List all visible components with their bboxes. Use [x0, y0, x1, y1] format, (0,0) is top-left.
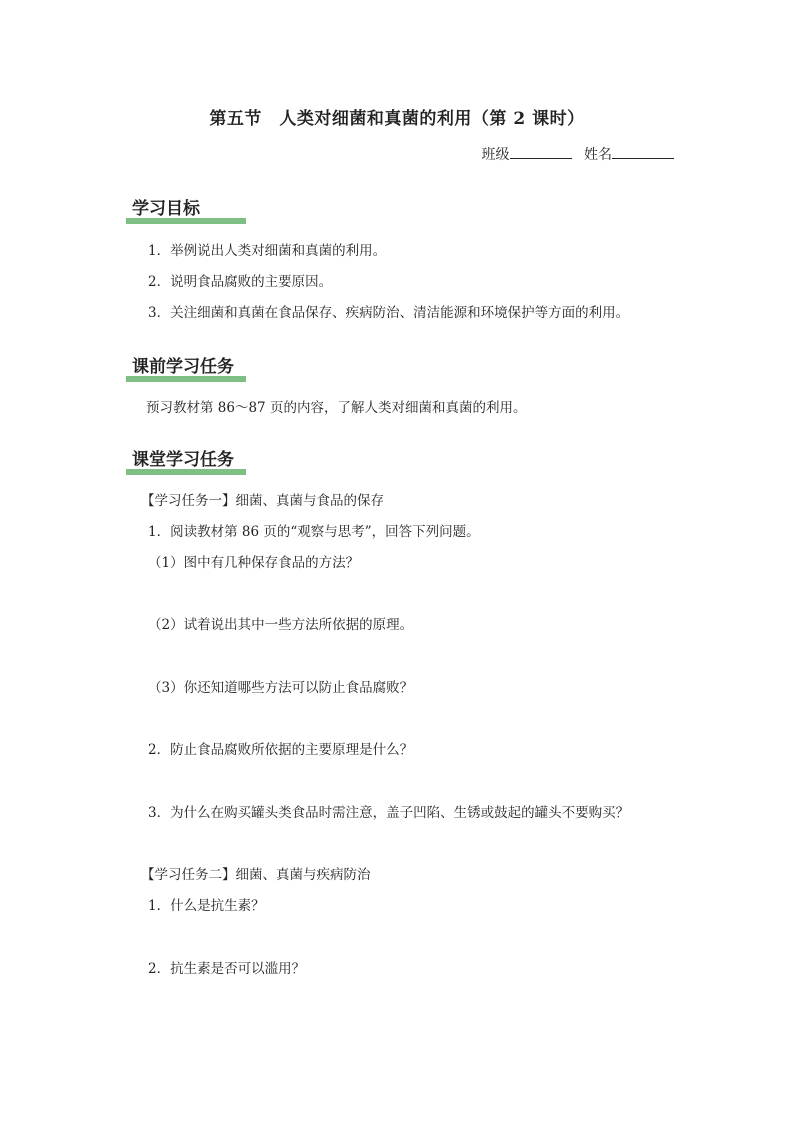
pre-class-heading: [126, 350, 251, 384]
objective-item: 2．说明食品腐败的主要原因。: [148, 274, 333, 290]
task1-question-1-sub-1: （1）图中有几种保存食品的方法？: [148, 555, 360, 571]
class-label: 班级: [481, 147, 510, 163]
task1-question-1-sub-3: （3）你还知道哪些方法可以防止食品腐败？: [148, 680, 414, 696]
pre-class-heading-text: 课前学习任务: [132, 357, 234, 377]
class-name-line: [482, 144, 674, 164]
objective-item: 3．关注细菌和真菌在食品保存、疾病防治、清洁能源和环境保护等方面的利用。: [148, 305, 630, 321]
task1-title: 【学习任务一】细菌、真菌与食品的保存: [141, 493, 384, 509]
name-blank[interactable]: [612, 144, 674, 159]
objective-item: 1．举例说出人类对细菌和真菌的利用。: [148, 243, 387, 259]
task1-question-2: 2．防止食品腐败所依据的主要原理是什么？: [148, 742, 414, 758]
task1-question-3: 3．为什么在购买罐头类食品时需注意，盖子凹陷、生锈或鼓起的罐头不要购买？: [148, 805, 630, 821]
pre-class-text: 预习教材第 86～87 页的内容，了解人类对细菌和真菌的利用。: [146, 400, 527, 416]
class-blank[interactable]: [510, 144, 572, 159]
in-class-heading-text: 课堂学习任务: [132, 450, 234, 470]
task1-question-1-sub-2: （2）试着说出其中一些方法所依据的原理。: [148, 617, 414, 633]
in-class-heading: [126, 443, 251, 477]
task2-title: 【学习任务二】细菌、真菌与疾病防治: [141, 867, 371, 883]
task2-question-1: 1．什么是抗生素？: [148, 898, 265, 914]
name-label: 姓名: [584, 147, 612, 163]
task1-question-1: 1．阅读教材第 86 页的“观察与思考”，回答下列问题。: [148, 524, 480, 540]
document-title: 第五节 人类对细菌和真菌的利用（第 2 课时）: [209, 109, 585, 129]
objectives-heading-text: 学习目标: [132, 199, 200, 219]
objectives-heading: [126, 192, 251, 226]
task2-question-2: 2．抗生素是否可以滥用？: [148, 961, 306, 977]
